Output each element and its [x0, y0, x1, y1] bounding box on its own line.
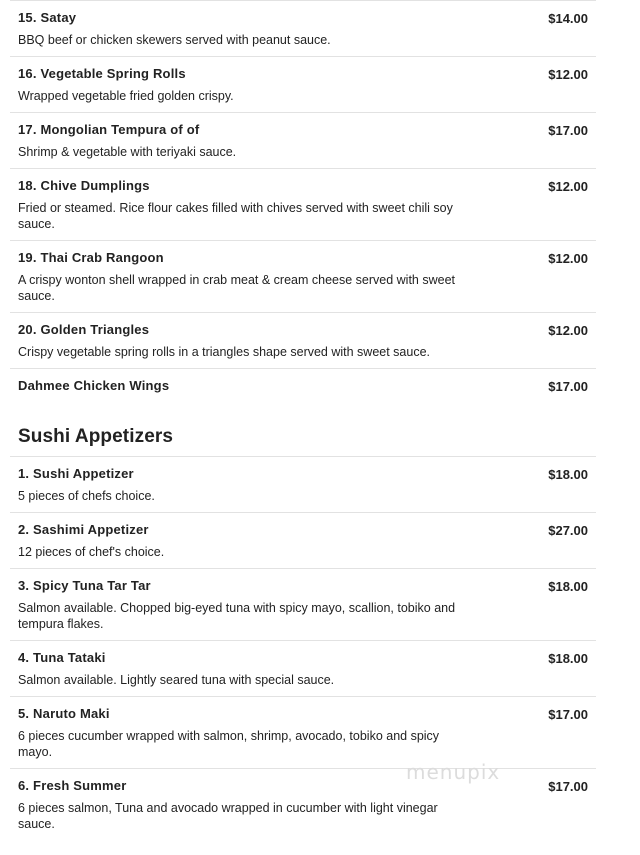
item-description: Shrimp & vegetable with teriyaki sauce. — [18, 145, 237, 159]
item-price: $12.00 — [548, 179, 588, 194]
item-name: 2. Sashimi Appetizer — [18, 522, 149, 537]
item-name: 5. Naruto Maki — [18, 706, 110, 721]
item-description: Crispy vegetable spring rolls in a triangles shape served with sweet sauce. — [18, 345, 431, 359]
item-name: 19. Thai Crab Rangoon — [18, 250, 164, 265]
menu-item — [10, 456, 596, 512]
item-price: $17.00 — [548, 707, 588, 722]
item-price: $18.00 — [548, 467, 588, 482]
item-description: 12 pieces of chef's choice. — [18, 545, 165, 559]
item-description: A crispy wonton shell wrapped in crab meat & cream cheese served with sweet sauce. — [18, 273, 456, 303]
item-description: 6 pieces cucumber wrapped with salmon, shrimp, avocado, tobiko and spicy mayo. — [18, 729, 440, 759]
item-description: Fried or steamed. Rice flour cakes filled with chives served with sweet chili soy sauce. — [18, 201, 453, 231]
item-description: Salmon available. Lightly seared tuna with special sauce. — [18, 673, 335, 687]
menu-item — [10, 640, 596, 696]
item-description: 6 pieces salmon, Tuna and avocado wrapped in cucumber with light vinegar sauce. — [18, 801, 438, 831]
item-price: $12.00 — [548, 323, 588, 338]
item-price: $12.00 — [548, 67, 588, 82]
item-name: 15. Satay — [18, 10, 77, 25]
item-name: Dahmee Chicken Wings — [18, 378, 170, 393]
menu-item — [10, 168, 596, 240]
item-name: 17. Mongolian Tempura of of — [18, 122, 200, 137]
item-price: $18.00 — [548, 579, 588, 594]
item-description: Wrapped vegetable fried golden crispy. — [18, 89, 234, 103]
item-description: BBQ beef or chicken skewers served with peanut sauce. — [18, 33, 331, 47]
menu-item — [10, 240, 596, 312]
item-price: $18.00 — [548, 651, 588, 666]
item-price: $12.00 — [548, 251, 588, 266]
item-name: 20. Golden Triangles — [18, 322, 150, 337]
menu-item — [10, 0, 596, 56]
menu-container — [10, 0, 596, 840]
item-price: $27.00 — [548, 523, 588, 538]
menu-item — [10, 112, 596, 168]
item-name: 16. Vegetable Spring Rolls — [18, 66, 186, 81]
watermark: menupix — [406, 760, 501, 784]
item-name: 4. Tuna Tataki — [18, 650, 106, 665]
menu-item — [10, 312, 596, 368]
item-description: Salmon available. Chopped big-eyed tuna with spicy mayo, scallion, tobiko and tempura flakes. — [18, 601, 456, 631]
menu-item — [10, 768, 596, 840]
item-name: 3. Spicy Tuna Tar Tar — [18, 578, 151, 593]
item-name: 18. Chive Dumplings — [18, 178, 150, 193]
item-name: 1. Sushi Appetizer — [18, 466, 134, 481]
menu-item — [10, 568, 596, 640]
item-price: $17.00 — [548, 123, 588, 138]
menu-item — [10, 56, 596, 112]
item-price: $17.00 — [548, 379, 588, 394]
item-price: $14.00 — [548, 11, 588, 26]
item-price: $17.00 — [548, 779, 588, 794]
section-title: Sushi Appetizers — [18, 426, 174, 447]
menu-item — [10, 368, 596, 402]
menu-item — [10, 512, 596, 568]
item-name: 6. Fresh Summer — [18, 778, 127, 793]
item-description: 5 pieces of chefs choice. — [18, 489, 155, 503]
menu-item — [10, 696, 596, 768]
